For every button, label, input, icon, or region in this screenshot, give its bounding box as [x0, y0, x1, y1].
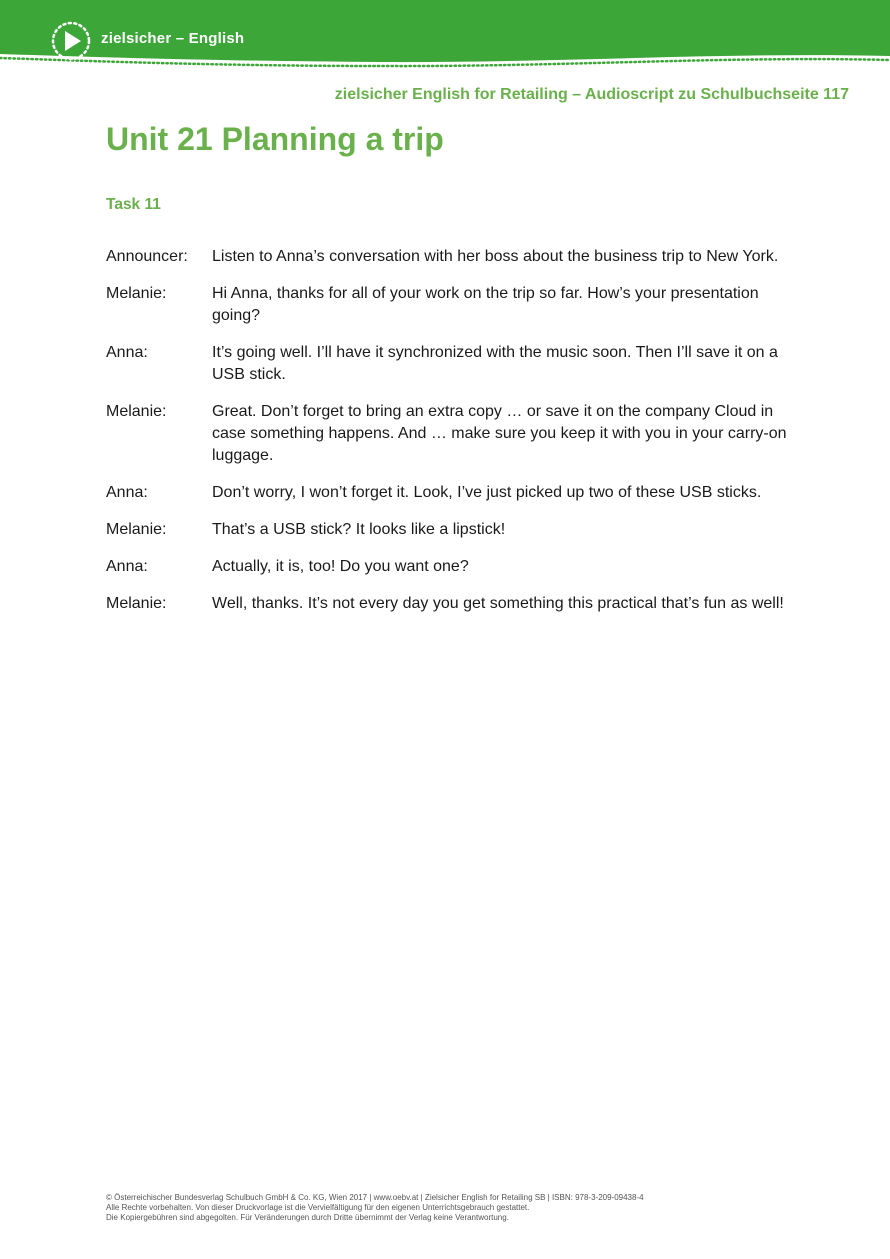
speech-text: Don’t worry, I won’t forget it. Look, I’ve just picked up two of these USB sticks.: [212, 484, 762, 501]
dialogue-line: [106, 519, 796, 541]
transcript: [106, 246, 796, 630]
speaker-name: Anna:: [106, 344, 148, 361]
speech-text: That’s a USB stick? It looks like a lipstick!: [212, 521, 506, 538]
speaker-name: Melanie:: [106, 521, 167, 538]
copyright-footer: [106, 1193, 806, 1223]
dialogue-line: [106, 556, 796, 578]
speaker-name: Melanie:: [106, 285, 167, 302]
dialogue-line: [106, 593, 796, 615]
speech-text: Listen to Anna’s conversation with her boss about the business trip to New York.: [212, 248, 779, 265]
speech-text: It’s going well. I’ll have it synchronized with the music soon. Then I’ll save it on a USB stick.: [212, 344, 778, 383]
footer-line: © Österreichischer Bundesverlag Schulbuch GmbH & Co. KG, Wien 2017 | www.oebv.at | Zielsicher English for Retailing SB | ISBN: 978-3-209-09438-4: [106, 1193, 644, 1202]
speech-text: Hi Anna, thanks for all of your work on the trip so far. How’s your presentation going?: [212, 285, 759, 324]
page-title: Unit 21 Planning a trip: [106, 121, 444, 157]
dialogue-line: [106, 246, 796, 268]
footer-line: Die Kopiergebühren sind abgegolten. Für Veränderungen durch Dritte übernimmt der Verlag keine Verantwortung.: [106, 1213, 509, 1222]
play-icon: [50, 20, 92, 62]
task-label: Task 11: [106, 196, 161, 213]
speech-text: Great. Don’t forget to bring an extra copy … or save it on the company Cloud in case something happens. And … make sure you keep it with you in your carry-on luggage.: [212, 403, 787, 464]
speaker-name: Anna:: [106, 558, 148, 575]
speaker-name: Anna:: [106, 484, 148, 501]
speech-text: Well, thanks. It’s not every day you get something this practical that’s fun as well!: [212, 595, 784, 612]
brand-name: zielsicher – English: [101, 30, 245, 47]
speaker-name: Melanie:: [106, 403, 167, 420]
dialogue-line: [106, 482, 796, 504]
header-banner: [0, 0, 890, 80]
dialogue-line: [106, 342, 796, 386]
speaker-name: Announcer:: [106, 248, 188, 265]
running-head: zielsicher English for Retailing – Audioscript zu Schulbuchseite 117: [334, 86, 849, 103]
footer-line: Alle Rechte vorbehalten. Von dieser Druckvorlage ist die Vervielfältigung für den eigenen Unterrichtsgebrauch gestattet.: [106, 1203, 530, 1212]
speech-text: Actually, it is, too! Do you want one?: [212, 558, 469, 575]
dialogue-line: [106, 401, 796, 467]
dialogue-line: [106, 283, 796, 327]
speaker-name: Melanie:: [106, 595, 167, 612]
